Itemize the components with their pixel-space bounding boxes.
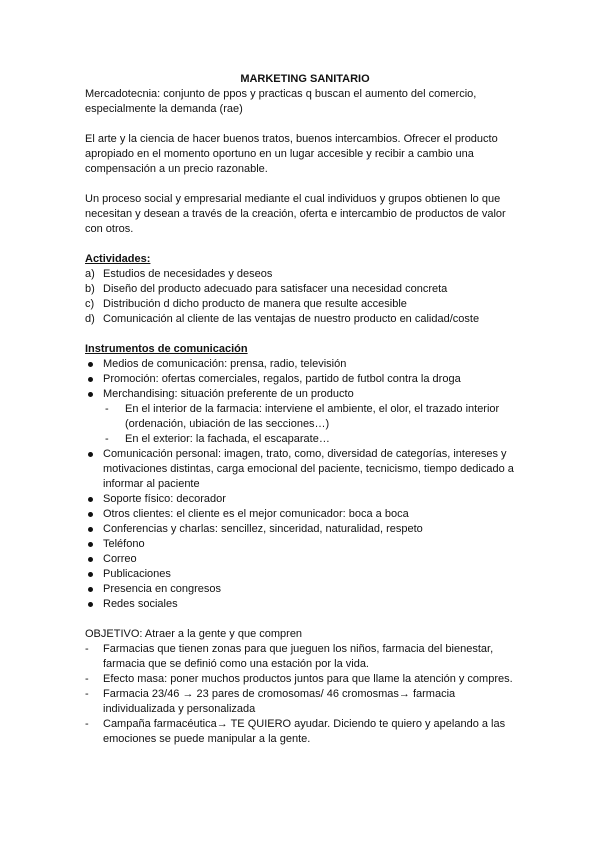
list-item bbox=[85, 642, 517, 672]
list-item bbox=[85, 582, 517, 597]
bullet-icon bbox=[88, 377, 93, 382]
objective-heading: OBJETIVO: Atraer a la gente y que compren bbox=[85, 628, 303, 640]
list-item bbox=[85, 567, 517, 582]
dash-marker: - bbox=[85, 643, 89, 655]
sub-list-item bbox=[85, 402, 517, 432]
list-item-text: Publicaciones bbox=[103, 568, 171, 580]
list-item bbox=[85, 552, 517, 567]
list-item-text: Diseño del producto adecuado para satisfacer una necesidad concreta bbox=[103, 283, 448, 295]
list-item bbox=[85, 537, 517, 552]
list-item bbox=[85, 357, 517, 372]
instruments-list bbox=[85, 357, 517, 612]
list-item-text: En el exterior: la fachada, el escaparate… bbox=[125, 433, 330, 445]
bullet-icon bbox=[88, 362, 93, 367]
list-item-text: Campaña farmacéutica→ TE QUIERO ayudar. Diciendo te quiero y apelando a las emociones se puede manipular a la gente. bbox=[103, 718, 506, 745]
definition-paragraph: Un proceso social y empresarial mediante el cual individuos y grupos obtienen lo que necesitan y desean a través de la creación, oferta e intercambio de productos de valor con otros. bbox=[85, 193, 506, 235]
list-marker: a) bbox=[85, 268, 95, 280]
sub-list-item bbox=[85, 432, 517, 447]
list-item bbox=[85, 522, 517, 537]
definition-paragraph: El arte y la ciencia de hacer buenos tratos, buenos intercambios. Ofrecer el producto apropiado en el momento oportuno en un lugar accesible y recibir a cambio una compensación a un precio razonable. bbox=[85, 133, 498, 175]
bullet-icon bbox=[88, 542, 93, 547]
list-item-text: Farmacias que tienen zonas para que jueguen los niños, farmacia del bienestar, farmacia que se definió como una estación por la vida. bbox=[103, 643, 494, 670]
list-item-text: Otros clientes: el cliente es el mejor comunicador: boca a boca bbox=[103, 508, 409, 520]
list-item-text: Distribución d dicho producto de manera que resulte accesible bbox=[103, 298, 407, 310]
dash-marker: - bbox=[85, 688, 89, 700]
bullet-icon bbox=[88, 512, 93, 517]
list-item-text: Estudios de necesidades y deseos bbox=[103, 268, 273, 280]
bullet-icon bbox=[88, 587, 93, 592]
list-item bbox=[85, 282, 517, 297]
list-item-text: En el interior de la farmacia: interviene el ambiente, el olor, el trazado interior (ordenación, ubiación de las secciones…) bbox=[125, 403, 500, 430]
dash-marker: - bbox=[105, 403, 109, 415]
list-item-text: Comunicación personal: imagen, trato, como, diversidad de categorías, intereses y motivaciones distintas, carga emocional del paciente, tecnicismo, tiempo dedicado a informar al paciente bbox=[103, 448, 514, 490]
list-item bbox=[85, 312, 517, 327]
bullet-icon bbox=[88, 602, 93, 607]
list-item bbox=[85, 492, 517, 507]
objective-list bbox=[85, 642, 517, 747]
dash-marker: - bbox=[105, 433, 109, 445]
list-item bbox=[85, 447, 517, 492]
bullet-icon bbox=[88, 392, 93, 397]
list-marker: b) bbox=[85, 283, 95, 295]
list-item-text: Correo bbox=[103, 553, 137, 565]
list-item-text: Soporte físico: decorador bbox=[103, 493, 226, 505]
activities-heading: Actividades: bbox=[85, 253, 151, 265]
document-body bbox=[85, 72, 517, 747]
list-item-text: Presencia en congresos bbox=[103, 583, 222, 595]
bullet-icon bbox=[88, 527, 93, 532]
page-title: MARKETING SANITARIO bbox=[240, 73, 370, 85]
list-item-text: Redes sociales bbox=[103, 598, 178, 610]
dash-marker: - bbox=[85, 718, 89, 730]
list-item-text: Medios de comunicación: prensa, radio, televisión bbox=[103, 358, 347, 370]
list-item bbox=[85, 687, 517, 717]
list-item-text: Efecto masa: poner muchos productos juntos para que llame la atención y compres. bbox=[103, 673, 513, 685]
list-item bbox=[85, 717, 517, 747]
list-item bbox=[85, 267, 517, 282]
list-item-text: Teléfono bbox=[103, 538, 145, 550]
list-item-text: Farmacia 23/46 → 23 pares de cromosomas/ 46 cromosmas→ farmacia individualizada y personalizada bbox=[103, 688, 456, 715]
definition-paragraph: Mercadotecnia: conjunto de ppos y practicas q buscan el aumento del comercio, especialmente la demanda (rae) bbox=[85, 88, 477, 115]
dash-marker: - bbox=[85, 673, 89, 685]
list-item-text: Promoción: ofertas comerciales, regalos, partido de futbol contra la droga bbox=[103, 373, 461, 385]
list-item bbox=[85, 297, 517, 312]
list-item bbox=[85, 387, 517, 402]
list-marker: d) bbox=[85, 313, 95, 325]
bullet-icon bbox=[88, 452, 93, 457]
list-marker: c) bbox=[85, 298, 95, 310]
bullet-icon bbox=[88, 497, 93, 502]
list-item-text: Comunicación al cliente de las ventajas de nuestro producto en calidad/coste bbox=[103, 313, 480, 325]
instruments-heading: Instrumentos de comunicación bbox=[85, 343, 248, 355]
list-item bbox=[85, 372, 517, 387]
list-item-text: Conferencias y charlas: sencillez, sinceridad, naturalidad, respeto bbox=[103, 523, 423, 535]
list-item-text: Merchandising: situación preferente de un producto bbox=[103, 388, 354, 400]
list-item bbox=[85, 507, 517, 522]
list-item bbox=[85, 597, 517, 612]
bullet-icon bbox=[88, 557, 93, 562]
list-item bbox=[85, 672, 517, 687]
bullet-icon bbox=[88, 572, 93, 577]
activities-list bbox=[85, 267, 517, 327]
